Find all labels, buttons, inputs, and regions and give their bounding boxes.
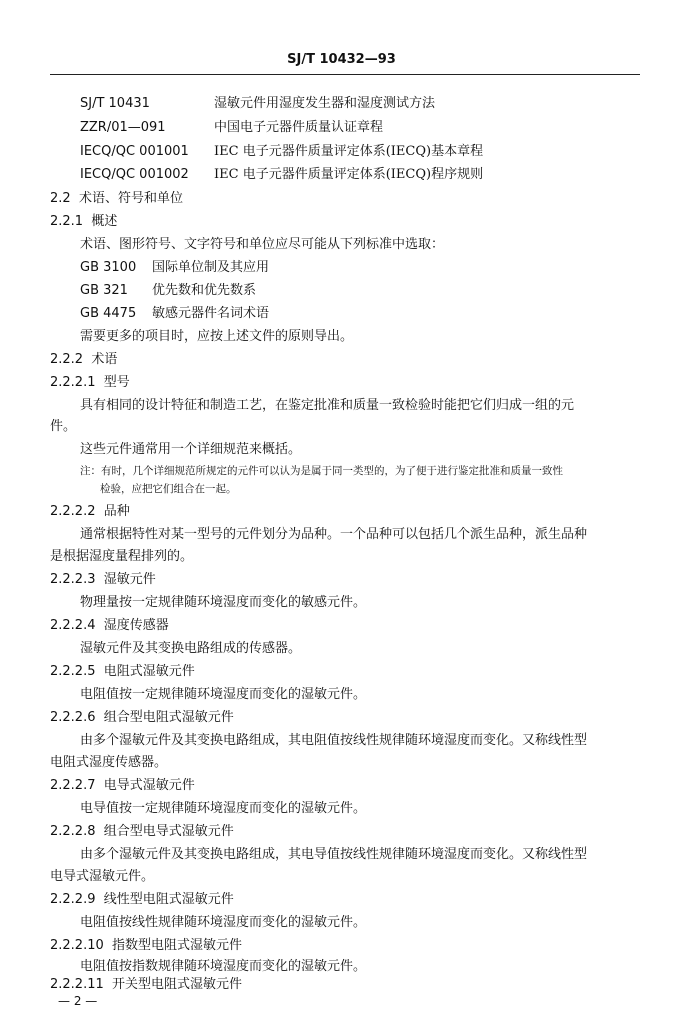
term-number: 2.2.2.5 [50,664,96,679]
reference-code: ZZR/01—091 [80,120,166,135]
reference-title: IEC 电子元器件质量评定体系(IECQ)基本章程 [214,144,484,159]
paragraph: 电导式湿敏元件。 [50,869,155,884]
standard-title: 敏感元器件名词术语 [152,306,270,321]
term-title: 品种 [103,504,130,519]
document-header: SJ/T 10432—93 [287,52,396,67]
term-title: 组合型电导式湿敏元件 [103,824,234,839]
section-heading-2-2-1 [50,213,117,231]
term-number: 2.2.2.8 [50,824,96,839]
term-title: 湿度传感器 [103,618,169,633]
paragraph: 件。 [50,419,77,434]
paragraph: 是根据湿度量程排列的。 [50,549,194,564]
term-title: 指数型电阻式湿敏元件 [112,938,243,953]
section-number: 2.2.1 [50,214,84,229]
paragraph: 需要更多的项目时，应按上述文件的原则导出。 [80,329,354,344]
section-title: 术语、符号和单位 [78,191,183,206]
paragraph: 由多个湿敏元件及其变换电路组成，其电导值按线性规律随环境湿度而变化。又称线性型 [80,847,588,862]
term-heading [50,571,156,589]
section-heading-2-2-2 [50,351,117,369]
term-number: 2.2.2.7 [50,778,96,793]
standard-code: GB 4475 [80,306,137,321]
term-heading [50,709,234,727]
standard-code: GB 321 [80,283,128,298]
standard-title: 国际单位制及其应用 [152,260,270,275]
term-number: 2.2.2.1 [50,375,96,390]
term-number: 2.2.2.4 [50,618,96,633]
term-title: 电阻式湿敏元件 [103,664,195,679]
header-rule [50,74,640,75]
reference-title: 湿敏元件用湿度发生器和湿度测试方法 [214,96,436,111]
paragraph: 电阻值按指数规律随环境湿度而变化的湿敏元件。 [80,959,367,974]
standard-code: GB 3100 [80,260,137,275]
term-number: 2.2.2.3 [50,572,96,587]
term-number: 2.2.2.2 [50,504,96,519]
paragraph: 电阻值按一定规律随环境湿度而变化的湿敏元件。 [80,687,367,702]
term-number: 2.2.2.6 [50,710,96,725]
term-heading [50,617,169,635]
term-number: 2.2.2.11 [50,977,104,992]
term-heading [50,823,234,841]
term-heading [50,777,195,795]
term-title: 线性型电阻式湿敏元件 [103,892,234,907]
section-title: 术语 [91,352,118,367]
term-title: 型号 [103,375,130,390]
paragraph: 具有相同的设计特征和制造工艺，在鉴定批准和质量一致检验时能把它们归成一组的元 [80,398,575,413]
paragraph: 由多个湿敏元件及其变换电路组成，其电阻值按线性规律随环境湿度而变化。又称线性型 [80,733,588,748]
paragraph: 术语、图形符号、文字符号和单位应尽可能从下列标准中选取： [80,237,445,252]
term-heading [50,663,195,681]
note: 检验，应把它们组合在一起。 [100,483,237,495]
note: 注：有时，几个详细规范所规定的元件可以认为是属于同一类型的，为了便于进行鉴定批准和质量一致性 [80,465,563,477]
term-heading [50,937,242,955]
standard-title: 优先数和优先数系 [152,283,257,298]
term-title: 开关型电阻式湿敏元件 [112,977,243,992]
term-number: 2.2.2.9 [50,892,96,907]
term-title: 电导式湿敏元件 [103,778,195,793]
page-number: — 2 — [58,994,98,1008]
paragraph: 电导值按一定规律随环境湿度而变化的湿敏元件。 [80,801,367,816]
reference-code: IECQ/QC 001002 [80,167,189,182]
reference-title: IEC 电子元器件质量评定体系(IECQ)程序规则 [214,167,484,182]
section-heading-2-2 [50,190,183,208]
reference-code: IECQ/QC 001001 [80,144,189,159]
paragraph: 湿敏元件及其变换电路组成的传感器。 [80,641,302,656]
term-title: 湿敏元件 [103,572,156,587]
paragraph: 电阻值按线性规律随环境湿度而变化的湿敏元件。 [80,915,367,930]
term-heading [50,503,130,521]
paragraph: 这些元件通常用一个详细规范来概括。 [80,442,302,457]
term-heading [50,891,234,909]
section-title: 概述 [91,214,118,229]
paragraph: 电阻式湿度传感器。 [50,755,168,770]
reference-title: 中国电子元器件质量认证章程 [214,120,384,135]
term-number: 2.2.2.10 [50,938,104,953]
paragraph: 物理量按一定规律随环境湿度而变化的敏感元件。 [80,595,367,610]
term-heading [50,976,242,994]
term-title: 组合型电阻式湿敏元件 [103,710,234,725]
reference-code: SJ/T 10431 [80,96,150,111]
paragraph: 通常根据特性对某一型号的元件划分为品种。一个品种可以包括几个派生品种，派生品种 [80,527,588,542]
section-number: 2.2.2 [50,352,84,367]
term-heading [50,374,130,392]
section-number: 2.2 [50,191,71,206]
